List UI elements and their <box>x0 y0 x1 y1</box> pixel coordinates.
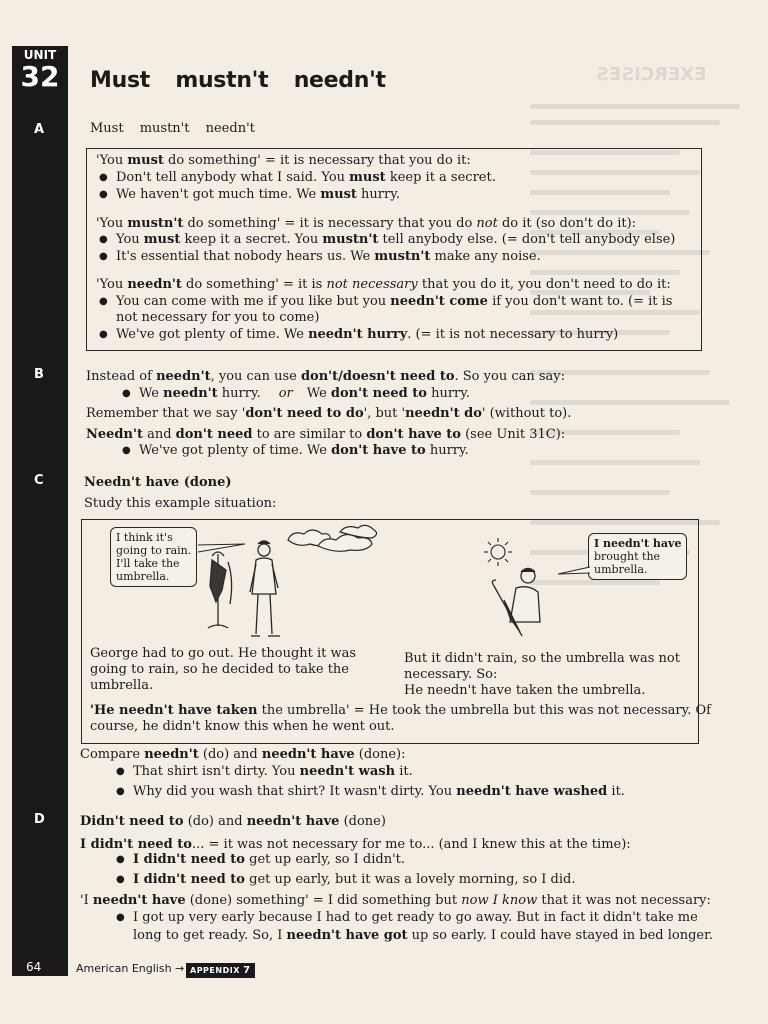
bubble-line: I think it's <box>116 531 173 544</box>
bullet-icon: ● <box>99 251 108 262</box>
section-c-intro: Study this example situation: <box>84 496 277 511</box>
bubble-tail <box>198 544 245 552</box>
section-letter-a: A <box>34 122 45 137</box>
bullet-icon: ● <box>116 874 125 885</box>
bubble-line: umbrella. <box>594 563 648 576</box>
ghost-line <box>530 104 740 109</box>
section-letter-d: D <box>34 812 45 827</box>
section-c-compare: Compare needn't (do) and needn't have (done): <box>80 747 406 762</box>
ghost-line <box>530 120 720 125</box>
bullet-icon: ● <box>116 786 125 797</box>
section-letter-c: C <box>34 473 44 488</box>
bullet-icon: ● <box>99 296 108 307</box>
section-c-heading: Needn't have (done) <box>84 475 232 490</box>
must-example-2: We haven't got much time. We must hurry. <box>116 187 400 202</box>
bubble-line: I'll take the <box>116 557 180 570</box>
caption-left-3: umbrella. <box>90 678 154 693</box>
compare-example-2: Why did you wash that shirt? It wasn't dirty. You needn't have washed it. <box>133 784 625 799</box>
section-d-heading: Didn't need to (do) and needn't have (done) <box>80 814 386 829</box>
bullet-icon: ● <box>116 766 125 777</box>
unit-sidebar <box>12 46 68 976</box>
unit-label: UNIT <box>23 48 57 62</box>
caption-right-2: necessary. So: <box>404 667 498 682</box>
ghost-line <box>530 460 700 465</box>
speech-bubble-george <box>110 527 197 587</box>
neednt-definition: 'You needn't do something' = it is not necessary that you do it, you don't need to do it: <box>96 277 671 292</box>
umbrella-illustration <box>190 522 610 642</box>
unit-number: 32 <box>20 60 60 93</box>
section-c-explanation-2: course, he didn't know this when he went out. <box>90 719 395 734</box>
section-b-example-2: We've got plenty of time. We don't have to hurry. <box>139 443 469 458</box>
compare-example-1: That shirt isn't dirty. You needn't wash it. <box>133 764 413 779</box>
section-a-heading: Must mustn't needn't <box>90 121 255 136</box>
section-b-line-3: Needn't and don't need to are similar to don't have to (see Unit 31C): <box>86 427 566 442</box>
caption-right-1: But it didn't rain, so the umbrella was not <box>404 651 680 666</box>
bubble-line: brought the <box>594 550 661 563</box>
neednt-example-1b: not necessary for you to come) <box>116 310 320 325</box>
section-d-example-2: I didn't need to get up early, but it was a lovely morning, so I did. <box>133 872 576 887</box>
ghost-title: EXERCISES <box>596 64 707 85</box>
page-number: 64 <box>26 960 42 974</box>
section-d-example-1: I didn't need to get up early, so I didn't. <box>133 852 406 867</box>
section-letter-b: B <box>34 367 44 382</box>
mustnt-example-2: It's essential that nobody hears us. We mustn't make any noise. <box>116 249 541 264</box>
section-b-line-1: Instead of needn't, you can use don't/doesn't need to. So you can say: <box>86 369 566 384</box>
mustnt-example-1: You must keep it a secret. You mustn't tell anybody else. (= don't tell anybody else) <box>116 232 676 247</box>
george-figure-icon <box>250 541 280 636</box>
page-title: Must mustn't needn't <box>90 68 386 93</box>
sun-icon <box>484 538 512 566</box>
footer-american-english: American English → <box>76 962 185 975</box>
bullet-icon: ● <box>116 854 125 865</box>
mustnt-definition: 'You mustn't do something' = it is necessary that you do not do it (so don't do it): <box>96 216 637 231</box>
bullet-icon: ● <box>99 172 108 183</box>
section-d-line-2: 'I needn't have (done) something' = I did something but now I know that it was not necessary: <box>80 893 711 908</box>
caption-left-2: going to rain, so he decided to take the <box>90 662 349 677</box>
bullet-icon: ● <box>99 189 108 200</box>
section-d-example-3a: I got up very early because I had to get ready to go away. But in fact it didn't take me <box>133 910 698 925</box>
bullet-icon: ● <box>122 445 131 456</box>
must-definition: 'You must do something' = it is necessary that you do it: <box>96 153 471 168</box>
neednt-example-1a: You can come with me if you like but you needn't come if you don't want to. (= it is <box>116 294 673 309</box>
ghost-line <box>530 490 670 495</box>
section-d-example-3b: long to get ready. So, I needn't have got up so early. I could have stayed in bed longer. <box>133 928 714 943</box>
bubble-line: umbrella. <box>116 570 170 583</box>
must-example-1: Don't tell anybody what I said. You must keep it a secret. <box>116 170 496 185</box>
bullet-icon: ● <box>99 234 108 245</box>
section-b-example-1: We needn't hurry. or We don't need to hurry. <box>139 386 470 401</box>
section-d-line-1: I didn't need to... = it was not necessary for me to... (and I knew this at the time): <box>80 837 631 852</box>
bubble-tail <box>558 567 590 574</box>
section-b-line-2: Remember that we say 'don't need to do', but 'needn't do' (without to). <box>86 406 572 421</box>
appendix-badge: APPENDIX 7 <box>186 963 255 978</box>
clouds-icon <box>288 525 377 551</box>
bubble-line: I needn't have <box>594 537 682 550</box>
george-with-umbrella-icon <box>492 569 540 637</box>
ghost-line <box>530 400 730 405</box>
bubble-line: going to rain. <box>116 544 192 557</box>
bullet-icon: ● <box>99 329 108 340</box>
caption-right-3: He needn't have taken the umbrella. <box>404 683 646 698</box>
section-c-explanation-1: 'He needn't have taken the umbrella' = He took the umbrella but this was not necessary. Of <box>90 703 711 718</box>
bullet-icon: ● <box>116 912 125 923</box>
coat-stand-icon <box>208 552 232 628</box>
bullet-icon: ● <box>122 388 131 399</box>
caption-left-1: George had to go out. He thought it was <box>90 646 357 661</box>
neednt-example-2: We've got plenty of time. We needn't hurry. (= it is not necessary to hurry) <box>116 327 619 342</box>
